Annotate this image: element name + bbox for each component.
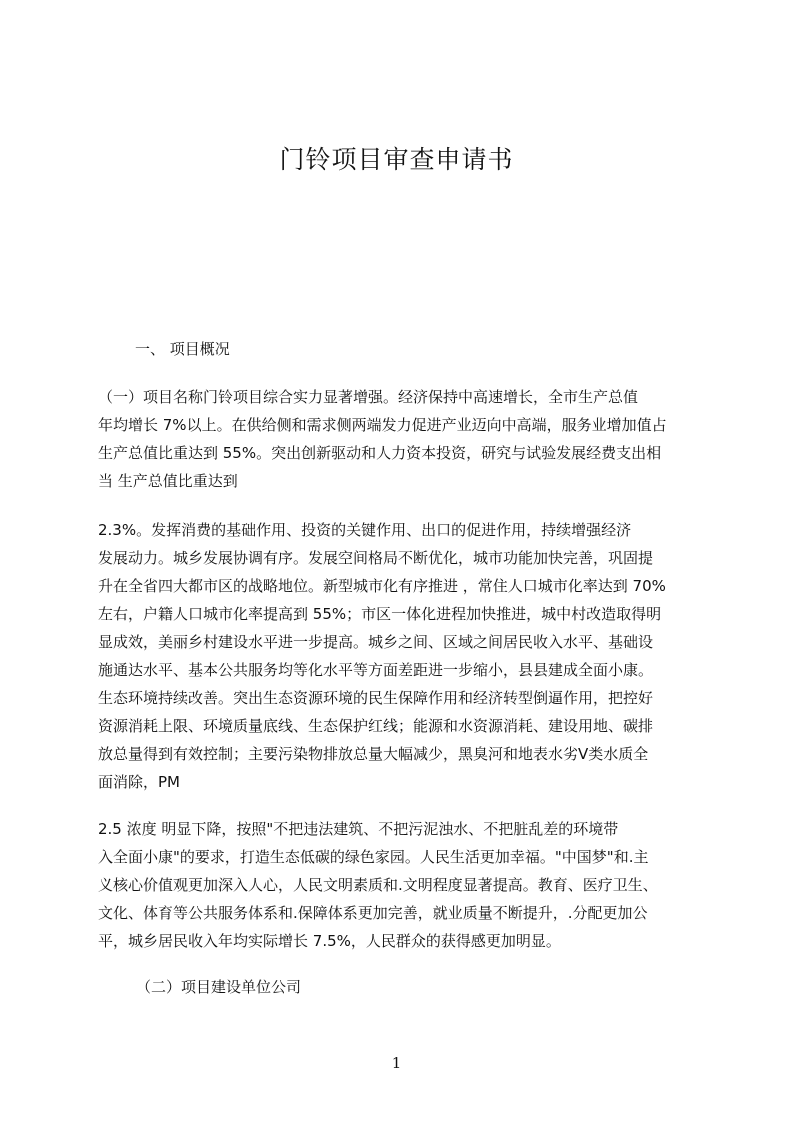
paragraph-line: 入全面小康"的要求，打造生态低碳的绿色家园。人民生活更加幸福。"中国梦"和.主 [98, 848, 649, 866]
paragraph-line: 2.3%。发挥消费的基础作用、投资的关键作用、出口的促进作用，持续增强经济 [98, 521, 632, 539]
paragraph-environment [98, 815, 704, 955]
sub-heading-construction-unit: （二）项目建设单位公司 [136, 978, 302, 996]
paragraph-line: 年均增长 7%以上。在供给侧和需求侧两端发力促进产业迈向中高端，服务业增加值占 [98, 416, 667, 434]
paragraph-line: 面消除，PM [98, 773, 180, 791]
paragraph-line: 义核心价值观更加深入人心，人民文明素质和.文明程度显著提高。教育、医疗卫生、 [98, 876, 658, 894]
paragraph-project-name [98, 383, 704, 495]
paragraph-line: 放总量得到有效控制；主要污染物排放总量大幅减少，黑臭河和地表水劣Ⅴ类水质全 [98, 745, 649, 763]
paragraph-line: 当 生产总值比重达到 [98, 472, 238, 490]
paragraph-line: 显成效，美丽乡村建设水平进一步提高。城乡之间、区域之间居民收入水平、基础设 [98, 633, 654, 651]
paragraph-line: 平，城乡居民收入年均实际增长 7.5%，人民群众的获得感更加明显。 [98, 932, 561, 950]
paragraph-development [98, 516, 704, 796]
paragraph-line: 生态环境持续改善。突出生态资源环境的民生保障作用和经济转型倒逼作用，把控好 [98, 689, 654, 707]
paragraph-line: （一）项目名称门铃项目综合实力显著增强。经济保持中高速增长，全市生产总值 [98, 388, 639, 406]
document-title: 门铃项目审查申请书 [279, 145, 514, 174]
page-number: 1 [391, 1054, 402, 1072]
paragraph-line: 资源消耗上限、环境质量底线、生态保护红线；能源和水资源消耗、建设用地、碳排 [98, 717, 654, 735]
paragraph-line: 升在全省四大都市区的战略地位。新型城市化有序推进 ，常住人口城市化率达到 70% [98, 577, 666, 595]
paragraph-line: 施通达水平、基本公共服务均等化水平等方面差距进一步缩小，县县建成全面小康。 [98, 661, 654, 679]
paragraph-line: 发展动力。城乡发展协调有序。发展空间格局不断优化，城市功能加快完善，巩固提 [98, 549, 654, 567]
paragraph-line: 左右，户籍人口城市化率提高到 55%；市区一体化进程加快推进，城中村改造取得明 [98, 605, 662, 623]
section-heading-overview: 一、 项目概况 [135, 340, 230, 358]
paragraph-line: 文化、体育等公共服务体系和.保障体系更加完善，就业质量不断提升，.分配更加公 [98, 904, 648, 922]
paragraph-line: 生产总值比重达到 55%。突出创新驱动和人力资本投资，研究与试验发展经费支出相 [98, 444, 662, 462]
paragraph-line: 2.5 浓度 明显下降，按照"不把违法建筑、不把污泥浊水、不把脏乱差的环境带 [98, 820, 619, 838]
